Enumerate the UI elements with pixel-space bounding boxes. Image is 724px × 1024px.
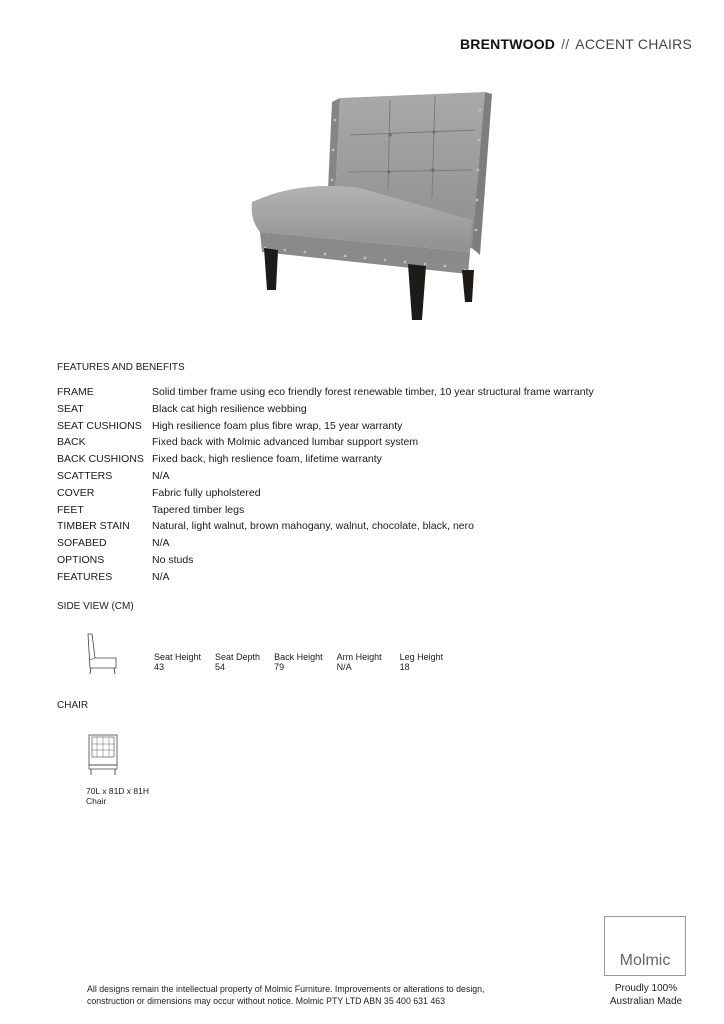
- chair-front-view-icon: [86, 733, 120, 777]
- feature-label: FEET: [57, 503, 84, 516]
- chair-photo: [240, 80, 500, 330]
- feature-label: FEATURES: [57, 570, 113, 583]
- chair-side-view-icon: [86, 632, 118, 676]
- features-table: [57, 384, 594, 586]
- feature-label: BACK: [57, 436, 86, 449]
- dimension-item: [215, 652, 260, 672]
- feature-row: [57, 468, 594, 485]
- chair-size: 70L x 81D x 81H: [86, 786, 149, 796]
- title-separator: //: [561, 36, 570, 52]
- feature-row: [57, 518, 594, 535]
- feature-label: SOFABED: [57, 537, 107, 550]
- feature-label: FRAME: [57, 386, 94, 398]
- australian-made-badge: [600, 982, 692, 1008]
- feature-value: High resilience foam plus fibre wrap, 15 year warranty: [152, 419, 403, 432]
- feature-row: [57, 502, 594, 519]
- feature-row: [57, 535, 594, 552]
- dimension-item: [400, 652, 444, 672]
- feature-label: COVER: [57, 486, 95, 499]
- feature-value: Black cat high resilience webbing: [152, 402, 307, 415]
- made-line: Australian Made: [609, 996, 683, 1007]
- dimension-item: [274, 652, 323, 672]
- feature-row: [57, 569, 594, 586]
- feature-label: SCATTERS: [57, 469, 113, 482]
- made-line: Proudly 100%: [614, 983, 678, 994]
- dimension-value: 54: [215, 662, 226, 672]
- feature-row: [57, 451, 594, 468]
- page-header: [460, 36, 692, 52]
- dimension-value: 79: [274, 662, 285, 672]
- category-title: ACCENT CHAIRS: [575, 36, 692, 52]
- brand-title: BRENTWOOD: [459, 36, 556, 52]
- feature-label: BACK CUSHIONS: [57, 453, 144, 466]
- dimension-label: Back Height: [274, 652, 323, 662]
- feature-label: TIMBER STAIN: [57, 520, 130, 533]
- feature-value: N/A: [152, 570, 170, 583]
- dimension-label: Leg Height: [399, 652, 444, 662]
- feature-value: No studs: [152, 553, 194, 566]
- feature-label: SEAT CUSHIONS: [57, 419, 142, 432]
- feature-value: Fixed back with Molmic advanced lumbar support system: [152, 436, 419, 449]
- dimension-value: 18: [399, 662, 410, 672]
- logo-wordmark: Molmic: [619, 952, 671, 969]
- dimension-value: 43: [154, 662, 165, 672]
- feature-value: N/A: [152, 537, 170, 550]
- side-view-dimensions: [154, 652, 457, 672]
- feature-label: OPTIONS: [57, 553, 105, 566]
- feature-value: N/A: [152, 469, 170, 482]
- feature-row: [57, 401, 594, 418]
- legal-notice-line: construction or dimensions may occur without notice. Molmic PTY LTD ABN 35 400 631 463: [87, 996, 446, 1006]
- feature-row: [57, 384, 594, 401]
- feature-value: Natural, light walnut, brown mahogany, walnut, chocolate, black, nero: [152, 520, 474, 533]
- chair-caption: [86, 787, 149, 806]
- chair-name: Chair: [86, 795, 107, 806]
- side-view-title: SIDE VIEW (CM): [57, 601, 134, 612]
- feature-row: [57, 434, 594, 451]
- feature-value: Solid timber frame using eco friendly forest renewable timber, 10 year structural frame warranty: [152, 386, 594, 398]
- dimension-label: Seat Depth: [215, 652, 261, 662]
- legal-notice: [87, 983, 557, 1007]
- dimension-label: Arm Height: [336, 652, 382, 662]
- feature-row: [57, 418, 594, 435]
- molmic-logo: [604, 916, 686, 976]
- feature-row: [57, 552, 594, 569]
- features-title: FEATURES AND BENEFITS: [57, 362, 185, 373]
- feature-row: [57, 485, 594, 502]
- feature-label: SEAT: [57, 402, 84, 415]
- dimension-item: [337, 652, 382, 672]
- feature-value: Fabric fully upholstered: [152, 486, 261, 499]
- chair-title: CHAIR: [57, 700, 89, 711]
- dimension-item: [154, 652, 201, 672]
- legal-notice-line: All designs remain the intellectual property of Molmic Furniture. Improvements or alterations to design,: [87, 984, 485, 994]
- dimension-label: Seat Height: [154, 652, 202, 662]
- feature-value: Tapered timber legs: [152, 503, 245, 516]
- feature-value: Fixed back, high reslience foam, lifetime warranty: [152, 453, 382, 466]
- dimension-value: N/A: [336, 662, 352, 672]
